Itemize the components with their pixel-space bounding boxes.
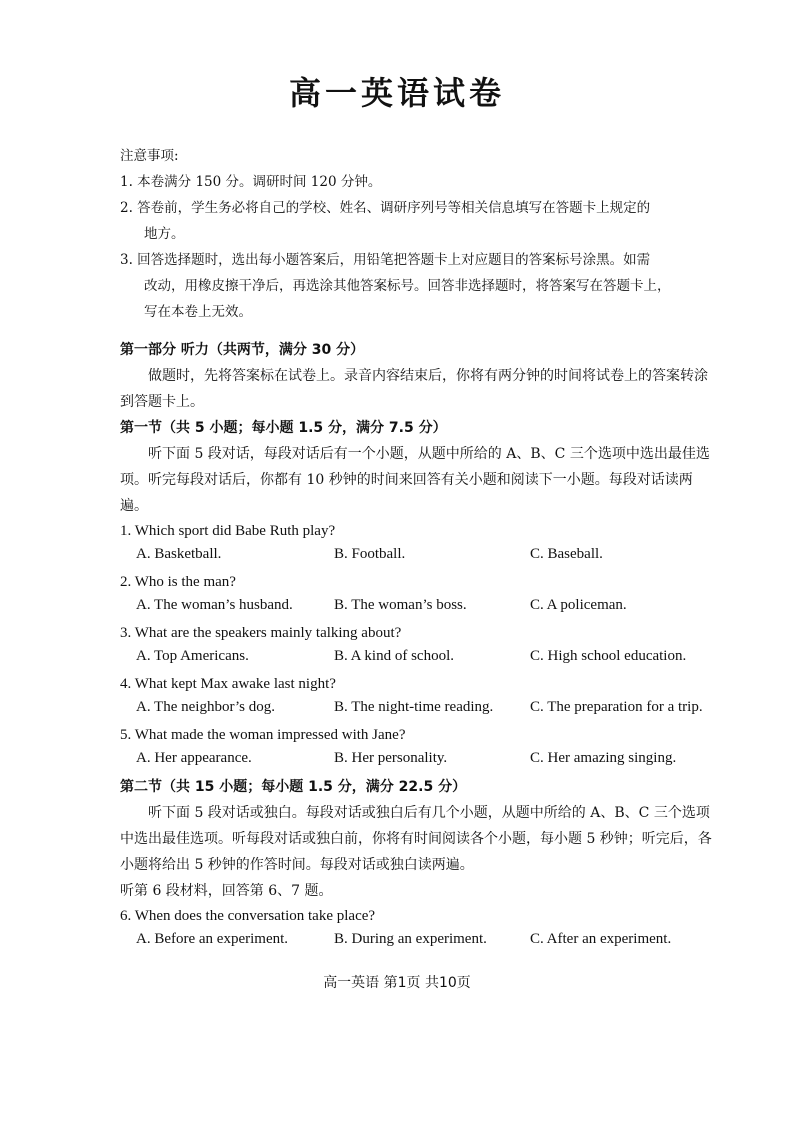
option-c: C. Her amazing singing.: [530, 750, 677, 766]
option-a: A. Before an experiment.: [136, 931, 289, 947]
note-item: 1. 本卷满分 150 分。调研时间 120 分钟。: [120, 174, 382, 190]
option-b: B. Football.: [334, 546, 406, 562]
question-options: [120, 595, 720, 621]
option-c: C. High school education.: [530, 648, 687, 664]
option-a: A. The woman’s husband.: [136, 597, 293, 613]
option-a: A. Top Americans.: [136, 648, 249, 664]
question-text: 4. What kept Max awake last night?: [120, 676, 336, 692]
material-note: 听第 6 段材料，回答第 6、7 题。: [120, 883, 333, 899]
section1: [120, 415, 720, 519]
option-b: B. The woman’s boss.: [334, 597, 467, 613]
question-text: 6. When does the conversation take place?: [120, 908, 376, 924]
part1-intro: 做题时，先将答案标在试卷上。录音内容结束后，你将有两分钟的时间将试卷上的答案转涂到答题卡上。: [120, 368, 708, 410]
option-c: C. Baseball.: [530, 546, 603, 562]
option-a: A. Basketball.: [136, 546, 222, 562]
question-text: 1. Which sport did Babe Ruth play?: [120, 523, 336, 539]
question-options: [120, 748, 720, 774]
part1-heading: 第一部分 听力（共两节，满分 30 分）: [120, 342, 365, 358]
section1-intro: 听下面 5 段对话，每段对话后有一个小题，从题中所给的 A、B、C 三个选项中选出最佳选项。听完每段对话后，你都有 10 秒钟的时间来回答有关小题和阅读下一小题。每段对话读两遍。: [120, 446, 710, 514]
question-text: 2. Who is the man?: [120, 574, 236, 590]
section2: [120, 774, 720, 955]
question-text: 5. What made the woman impressed with Jane?: [120, 727, 406, 743]
question-text: 3. What are the speakers mainly talking about?: [120, 625, 402, 641]
question-options: [120, 544, 720, 570]
notes-heading: 注意事项:: [120, 148, 179, 164]
notes-section: [120, 143, 720, 325]
option-b: B. During an experiment.: [334, 931, 487, 947]
option-b: B. Her personality.: [334, 750, 448, 766]
section1-heading: 第一节（共 5 小题；每小题 1.5 分，满分 7.5 分）: [120, 420, 447, 436]
page-footer: 高一英语 第1页 共10页: [323, 975, 471, 991]
option-a: A. The neighbor’s dog.: [136, 699, 276, 715]
option-c: C. After an experiment.: [530, 931, 672, 947]
question-options: [120, 929, 720, 955]
note-item: 3. 回答选择题时，选出每小题答案后，用铅笔把答题卡上对应题目的答案标号涂黑。如需: [120, 252, 651, 268]
option-a: A. Her appearance.: [136, 750, 252, 766]
note-item-continued: 改动，用橡皮擦干净后，再选涂其他答案标号。回答非选择题时，将答案写在答题卡上，: [144, 278, 671, 294]
question-options: [120, 646, 720, 672]
note-item-continued: 地方。: [144, 226, 185, 242]
note-item-continued: 写在本卷上无效。: [144, 304, 252, 320]
option-c: C. The preparation for a trip.: [530, 699, 703, 715]
section1-questions: [120, 519, 720, 774]
exam-title: 高一英语试卷: [288, 74, 505, 112]
question-options: [120, 697, 720, 723]
note-item: 2. 答卷前，学生务必将自己的学校、姓名、调研序列号等相关信息填写在答题卡上规定的: [120, 200, 651, 216]
option-b: B. The night-time reading.: [334, 699, 494, 715]
option-c: C. A policeman.: [530, 597, 627, 613]
section2-intro: 听下面 5 段对话或独白。每段对话或独白后有几个小题，从题中所给的 A、B、C 三个选项中选出最佳选项。听每段对话或独白前，你将有时间阅读各个小题，每小题 5 秒钟；听完后，各小题将给出 5 秒钟的作答时间。每段对话或独白读两遍。: [120, 805, 712, 873]
section2-heading: 第二节（共 15 小题；每小题 1.5 分，满分 22.5 分）: [120, 779, 467, 795]
option-b: B. A kind of school.: [334, 648, 455, 664]
part1-section: [120, 337, 720, 415]
